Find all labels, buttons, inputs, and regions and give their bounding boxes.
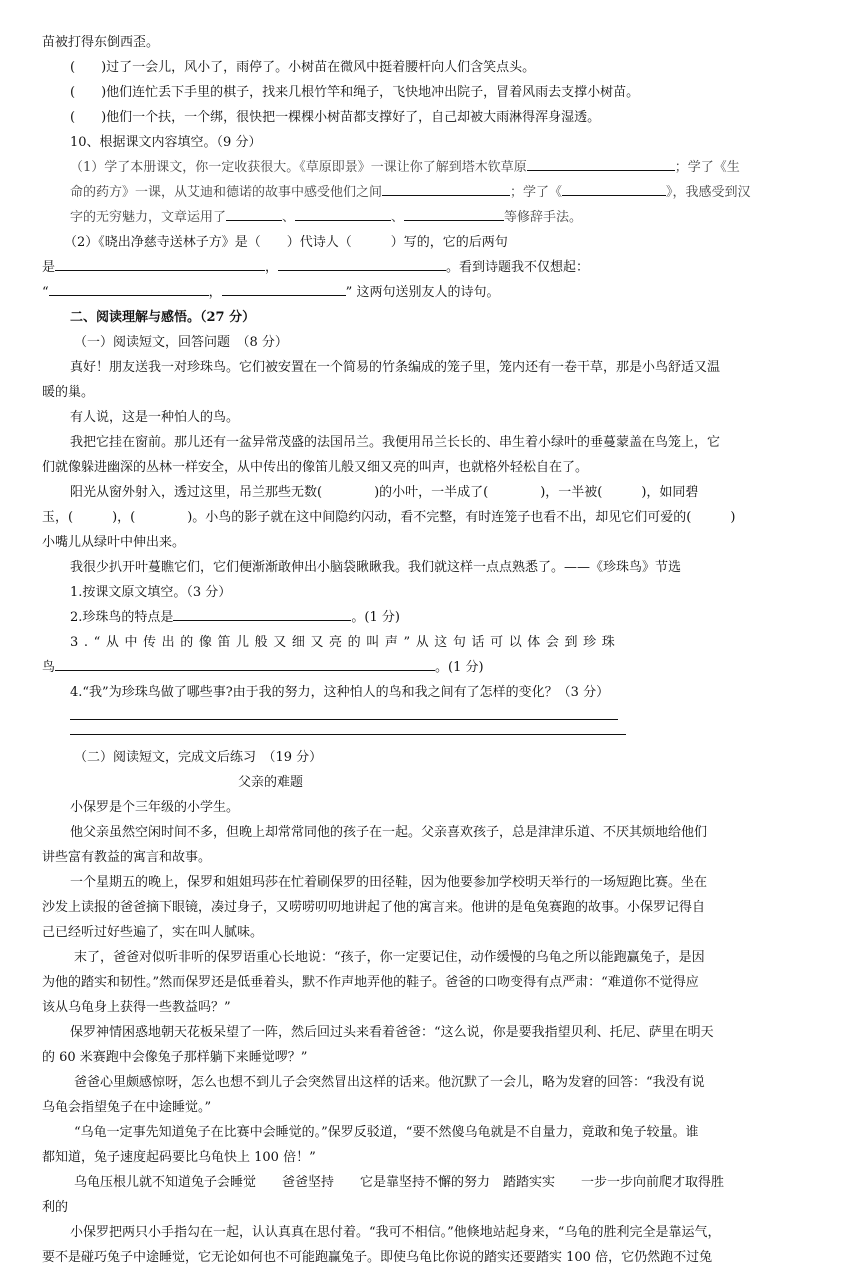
passage-paragraph: 利的 xyxy=(42,1200,69,1215)
passage-paragraph: 己已经听过好些遍了，实在叫人腻味。 xyxy=(42,925,264,940)
passage-paragraph: 真好！朋友送我一对珍珠鸟。它们被安置在一个简易的竹条编成的笼子里，笼内还有一卷干草，那是小鸟舒适又温 xyxy=(70,360,721,375)
text-line: 苗被打得东倒西歪。 xyxy=(42,35,160,50)
passage-paragraph: 保罗神情困惑地朝天花板呆望了一阵，然后回过头来看着爸爸：“这么说，你是要我指望贝利、托尼、萨里在明天 xyxy=(70,1025,714,1040)
passage-paragraph: 们就像躲进幽深的丛林一样安全，从中传出的像笛儿般又细又亮的叫声，也就格外轻松自在了。 xyxy=(42,460,589,475)
passage-paragraph: “乌龟一定事先知道兔子在比赛中会睡觉的。”保罗反驳道，“要不然傻乌龟就是不自量力，竟敢和兔子较量。谁 xyxy=(74,1125,699,1140)
answer-blank[interactable] xyxy=(173,605,351,621)
reading-2-title: （二）阅读短文，完成文后练习 （19 分） xyxy=(74,750,323,765)
passage-paragraph: 讲些富有教益的寓言和故事。 xyxy=(42,850,212,865)
passage-paragraph: 小保罗是个三年级的小学生。 xyxy=(70,800,240,815)
text: ；学了《 xyxy=(510,185,563,200)
passage-heading: 父亲的难题 xyxy=(238,775,304,790)
passage-paragraph: 为他的踏实和韧性。”然而保罗还是低垂着头，默不作声地弄他的鞋子。爸爸的口吻变得有点严肃：“难道你不觉得应 xyxy=(42,975,699,990)
answer-blank[interactable] xyxy=(222,280,346,296)
exam-page xyxy=(42,30,820,1270)
question-10-part-2-cont xyxy=(42,280,820,305)
reading-1-question-1: 1.按课文原文填空。（3 分） xyxy=(70,585,232,600)
ordering-item-3: ( )他们一个扶，一个绑，很快把一棵棵小树苗都支撑好了，自己却被大雨淋得浑身湿透。 xyxy=(70,110,601,125)
passage-paragraph: 乌龟会指望兔子在中途睡觉。” xyxy=(42,1100,212,1115)
ordering-item-1: ( )过了一会儿，风小了，雨停了。小树苗在微风中挺着腰杆向人们含笑点头。 xyxy=(70,60,536,75)
answer-blank[interactable] xyxy=(382,180,510,196)
passage-paragraph: 暖的巢。 xyxy=(42,385,95,400)
text: 。(1 分) xyxy=(351,610,400,625)
passage-paragraph: 乌龟压根儿就不知道兔子会睡觉 爸爸坚持 它是靠坚持不懈的努力 踏踏实实 一步一步向前爬才取得胜 xyxy=(74,1175,725,1190)
answer-blank[interactable] xyxy=(404,205,504,221)
answer-blank[interactable] xyxy=(226,205,282,221)
passage-paragraph: 该从乌龟身上获得一些教益吗？” xyxy=(42,1000,231,1015)
answer-blank[interactable] xyxy=(55,655,435,671)
text: 、 xyxy=(282,210,296,225)
reading-1-question-2 xyxy=(42,605,820,630)
answer-blank[interactable] xyxy=(527,155,675,171)
reading-1-question-4: 4.“我”为珍珠鸟做了哪些事?由于我的努力，这种怕人的鸟和我之间有了怎样的变化？（3 分） xyxy=(70,685,610,700)
question-10-part-1 xyxy=(42,155,820,180)
reading-1-title: （一）阅读短文，回答问题 （8 分） xyxy=(74,335,288,350)
answer-blank[interactable] xyxy=(562,180,666,196)
passage-paragraph: 要不是碰巧兔子中途睡觉，它无论如何也不可能跑赢兔子。即使乌龟比你说的踏实还要踏实 100 倍，它仍然跑不过兔 xyxy=(42,1250,713,1265)
text: 等修辞手法。 xyxy=(504,210,583,225)
passage-paragraph: 玉，( )，( )。小鸟的影子就在这中间隐约闪动，看不完整，有时连笼子也看不出，却见它们可爱的( ) xyxy=(42,510,736,525)
text: 。看到诗题我不仅想起： xyxy=(446,260,590,275)
answer-blank[interactable] xyxy=(278,255,446,271)
answer-blank[interactable] xyxy=(55,255,265,271)
text: 命的药方》一课，从艾迪和德诺的故事中感受他们之间 xyxy=(70,185,383,200)
passage-paragraph: 我把它挂在窗前。那儿还有一盆异常茂盛的法国吊兰。我便用吊兰长长的、串生着小绿叶的垂蔓蒙盖在鸟笼上，它 xyxy=(70,435,721,450)
text: 鸟 xyxy=(42,660,56,675)
passage-paragraph: 的 60 米赛跑中会像兔子那样躺下来睡觉啰？” xyxy=(42,1050,308,1065)
text: ” 这两句送别友人的诗句。 xyxy=(345,285,500,300)
passage-paragraph: 小保罗把两只小手指勾在一起，认认真真在思付着。“我可不相信。”他倏地站起身来，“乌龟的胜利完全是靠运气， xyxy=(70,1225,721,1240)
question-10-title: 10、根据课文内容填空。（9 分） xyxy=(70,135,262,150)
passage-paragraph: 小嘴儿从绿叶中伸出来。 xyxy=(42,535,186,550)
text: ， xyxy=(265,260,279,275)
passage-paragraph: 末了，爸爸对似听非听的保罗语重心长地说：“孩子，你一定要记住，动作缓慢的乌龟之所以能跑赢兔子，是因 xyxy=(74,950,705,965)
passage-paragraph: 一个星期五的晚上，保罗和姐姐玛莎在忙着刷保罗的田径鞋，因为他要参加学校明天举行的一场短跑比赛。坐在 xyxy=(70,875,708,890)
passage-paragraph: 阳光从窗外射入，透过这里，吊兰那些无数( )的小叶，一半成了( )，一半被( )，如同碧 xyxy=(70,485,699,500)
reading-1-question-3-cont xyxy=(42,655,820,680)
text: “ xyxy=(42,285,49,300)
answer-blank[interactable] xyxy=(295,205,391,221)
text: 、 xyxy=(391,210,405,225)
passage-paragraph: 他父亲虽然空闲时间不多，但晚上却常常同他的孩子在一起。父亲喜欢孩子，总是津津乐道、不厌其烦地给他们 xyxy=(70,825,708,840)
question-10-part-2: （2）《晓出净慈寺送林子方》是（ ）代诗人（ ）写的，它的后两句 xyxy=(64,235,508,250)
answer-line[interactable] xyxy=(70,720,626,735)
text: ；学了《生 xyxy=(674,160,740,175)
passage-paragraph: 都知道，兔子速度起码要比乌龟快上 100 倍！” xyxy=(42,1150,316,1165)
answer-line[interactable] xyxy=(70,705,618,720)
text: 2.珍珠鸟的特点是 xyxy=(70,610,174,625)
text: （1）学了本册课文，你一定收获很大。《草原即景》一课让你了解到塔木钦草原 xyxy=(70,160,527,175)
question-10-part-1-cont xyxy=(42,205,820,230)
answer-blank[interactable] xyxy=(49,280,209,296)
passage-paragraph: 有人说，这是一种怕人的鸟。 xyxy=(70,410,240,425)
text: 。(1 分) xyxy=(435,660,484,675)
text: ， xyxy=(208,285,222,300)
section-2-title: 二、阅读理解与感悟。（27 分） xyxy=(70,310,256,325)
passage-paragraph: 爸爸心里颇感惊呀，怎么也想不到儿子会突然冒出这样的话来。他沉默了一会儿，略为发窘的回答：“我没有说 xyxy=(74,1075,705,1090)
text: 是 xyxy=(42,260,56,275)
text: 字的无穷魅力，文章运用了 xyxy=(70,210,227,225)
question-10-part-1-cont xyxy=(42,180,820,205)
passage-paragraph: 我很少扒开叶蔓瞧它们，它们便渐渐敢伸出小脑袋瞅瞅我。我们就这样一点点熟悉了。——《珍珠鸟》节选 xyxy=(70,560,682,575)
ordering-item-2: ( )他们连忙丢下手里的棋子，找来几根竹竿和绳子，飞快地冲出院子，冒着风雨去支撑小树苗。 xyxy=(70,85,640,100)
text: 》，我感受到汉 xyxy=(666,185,751,200)
question-10-part-2-cont xyxy=(42,255,820,280)
passage-paragraph: 沙发上读报的爸爸摘下眼镜，凑过身子，又唠唠叨叨地讲起了他的寓言来。他讲的是龟兔赛跑的故事。小保罗记得自 xyxy=(42,900,706,915)
reading-1-question-3: 3.“从中传出的像笛儿般又细又亮的叫声”从这句话可以体会到珍珠 xyxy=(70,635,621,650)
